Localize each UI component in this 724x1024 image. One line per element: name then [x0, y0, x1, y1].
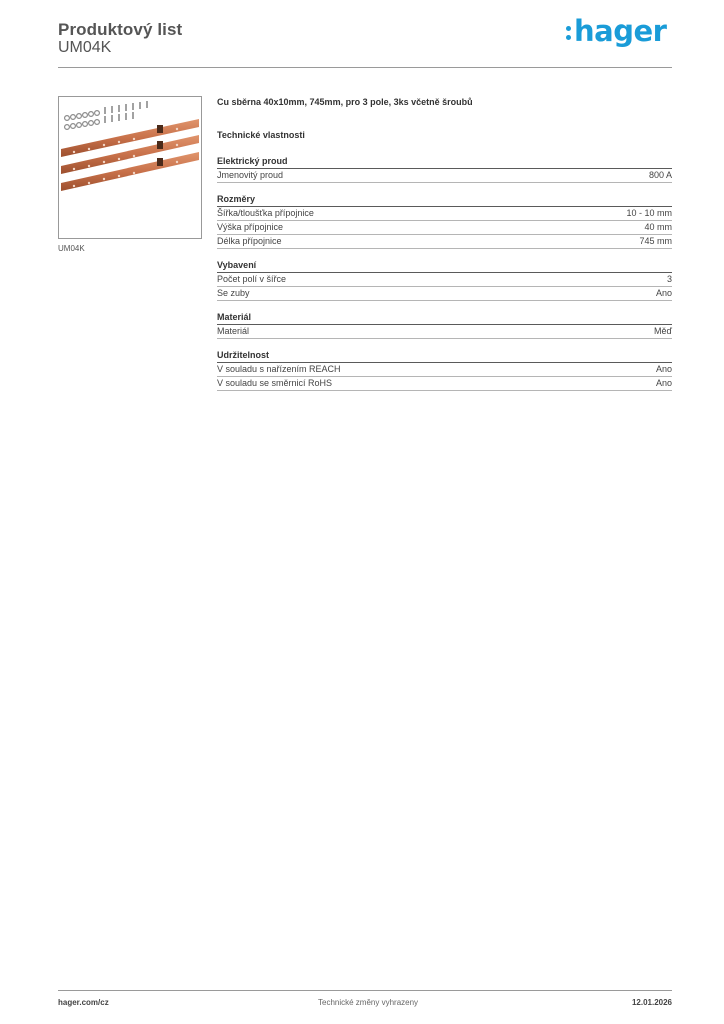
spec-group: [217, 312, 672, 339]
spec-group-title: Elektrický proud: [217, 156, 672, 169]
spec-group: [217, 194, 672, 249]
spec-label: Délka přípojnice: [217, 236, 282, 246]
spec-group-title: Udržitelnost: [217, 350, 672, 363]
spec-label: Šířka/tloušťka přípojnice: [217, 208, 314, 218]
spec-group-title: Rozměry: [217, 194, 672, 207]
spec-row: [217, 325, 672, 339]
footer-website-link[interactable]: hager.com/cz: [58, 998, 109, 1007]
header-divider: [58, 67, 672, 68]
logo-dots-icon: [566, 21, 572, 41]
spec-group: [217, 156, 672, 183]
spec-value: 40 mm: [644, 222, 672, 232]
spec-value: Ano: [655, 378, 672, 388]
spec-value: Měď: [653, 326, 672, 336]
tech-specs-title: Technické vlastnosti: [217, 130, 305, 140]
spec-row: [217, 207, 672, 221]
spec-row: [217, 363, 672, 377]
hager-logo: [566, 14, 666, 48]
spec-row: [217, 273, 672, 287]
spec-label: Se zuby: [217, 288, 250, 298]
spec-label: V souladu se směrnicí RoHS: [217, 378, 333, 388]
footer-date: 12.01.2026: [631, 998, 672, 1007]
spec-row: [217, 287, 672, 301]
spec-row: [217, 169, 672, 183]
spec-label: Počet polí v šířce: [217, 274, 287, 284]
spec-value: Ano: [655, 288, 672, 298]
product-description: Cu sběrna 40x10mm, 745mm, pro 3 pole, 3ks včetně šroubů: [217, 97, 473, 107]
spec-group: [217, 350, 672, 391]
busbar-illustration-icon: [59, 97, 201, 238]
spec-row: [217, 221, 672, 235]
spec-row: [217, 377, 672, 391]
spec-value: 10 - 10 mm: [626, 208, 672, 218]
spec-group: [217, 260, 672, 301]
spec-group-title: Materiál: [217, 312, 672, 325]
spec-value: 745 mm: [639, 236, 672, 246]
spec-value: Ano: [655, 364, 672, 374]
spec-value: 800 A: [648, 170, 672, 180]
spec-label: Výška přípojnice: [217, 222, 284, 232]
footer-disclaimer: Technické změny vyhrazeny: [318, 998, 419, 1007]
spec-table: [217, 156, 672, 402]
spec-row: [217, 235, 672, 249]
spec-label: V souladu s nařízením REACH: [217, 364, 341, 374]
spec-group-title: Vybavení: [217, 260, 672, 273]
spec-label: Jmenovitý proud: [217, 170, 284, 180]
spec-value: 3: [666, 274, 672, 284]
logo-text: hager: [574, 14, 667, 48]
image-caption: UM04K: [58, 244, 85, 253]
product-code: UM04K: [58, 39, 112, 56]
footer-divider: [58, 990, 672, 991]
spec-label: Materiál: [217, 326, 250, 336]
product-image: [58, 96, 202, 239]
page-title: Produktový list: [58, 20, 183, 39]
